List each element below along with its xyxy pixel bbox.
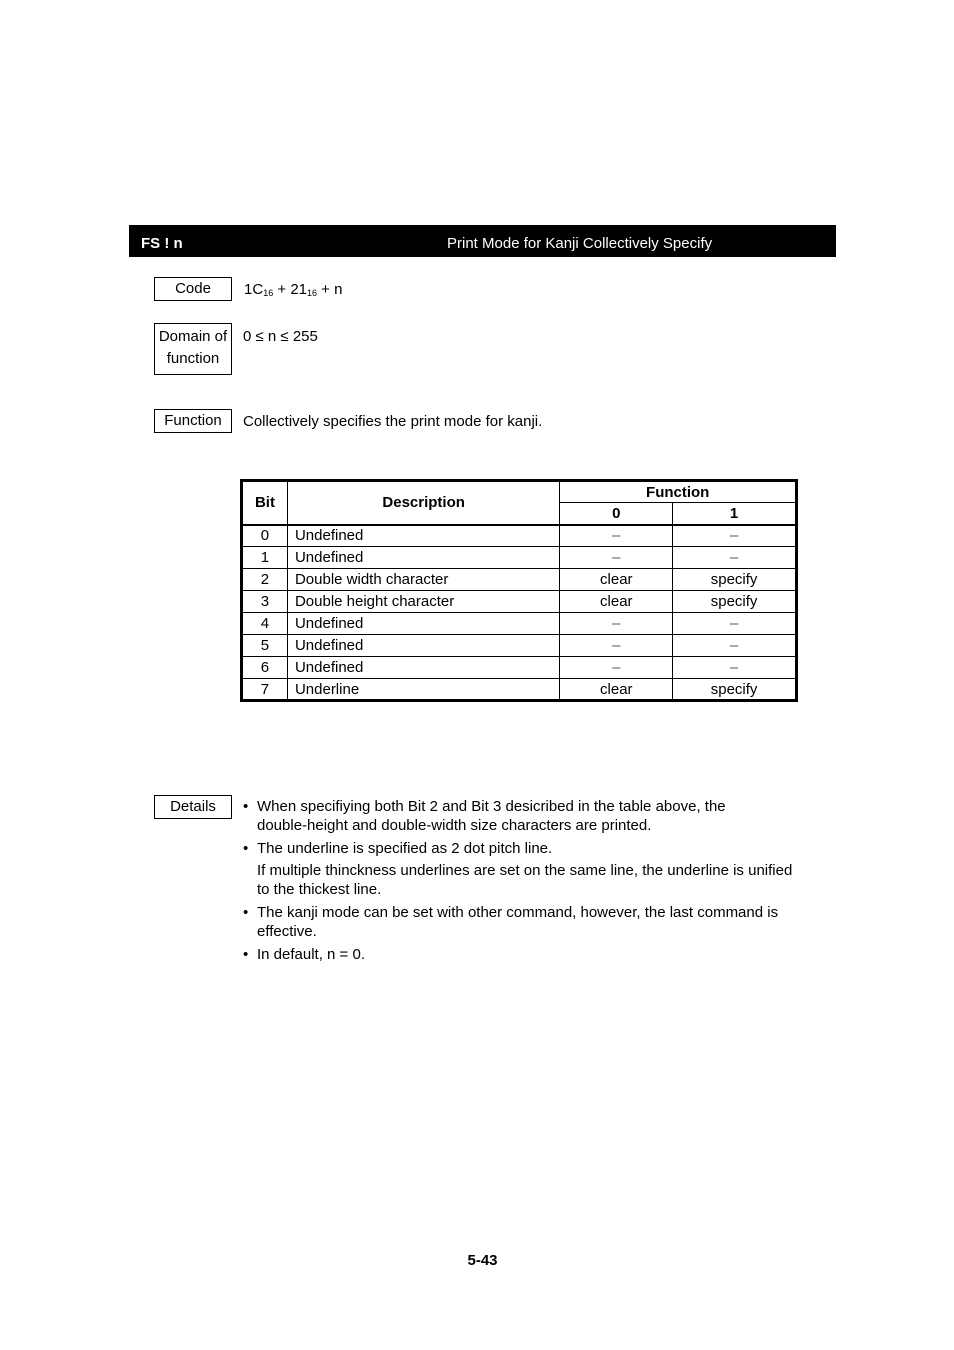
header-bit: Bit [242,481,288,525]
table-row: 0 Undefined – – [242,525,797,547]
code-label: Code [154,277,232,301]
command-title: Print Mode for Kanji Collectively Specify [447,235,713,252]
table-row: 1 Undefined – – [242,547,797,569]
table-row: 2 Double width character clear specify [242,569,797,591]
list-item: • The underline is specified as 2 dot pitch line. If multiple thinckness underlines are set on the same line, the underline is unified to the thickest line. [243,839,843,899]
page-number: 5-43 [467,1252,498,1269]
details-list [243,797,843,968]
header-function: Function [560,481,797,503]
table-row: 6 Undefined – – [242,657,797,679]
domain-label: Domain of function [154,323,232,375]
table-row: 7 Underline clear specify [242,679,797,701]
table-row: 5 Undefined – – [242,635,797,657]
code-value: $1C_{16} + 21_{16} + n$ [244,281,343,298]
command-name: FS ! n [141,235,183,252]
header-description: Description [287,481,559,525]
bit-function-table [240,479,798,702]
list-item: • In default, n = 0. [243,945,843,964]
function-text: Collectively specifies the print mode for kanji. [243,413,543,430]
table-row: 4 Undefined – – [242,613,797,635]
header-function-0: 0 [560,503,673,525]
domain-value: 0 ≤ n ≤ 255 [243,328,318,345]
function-label: Function [154,409,232,433]
details-label: Details [154,795,232,819]
header-function-1: 1 [673,503,797,525]
table-row: 3 Double height character clear specify [242,591,797,613]
list-item: • When specifiying both Bit 2 and Bit 3 desicribed in the table above, the double-height and double-width size characters are printed. [243,797,843,835]
list-item: • The kanji mode can be set with other command, however, the last command is effective. [243,903,843,941]
section-header-bar [129,225,836,257]
